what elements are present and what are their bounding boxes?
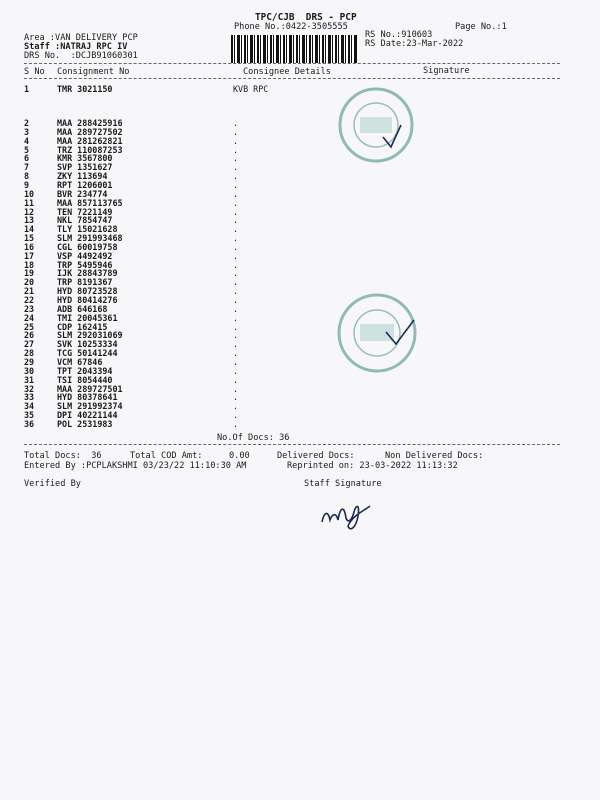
row-consignee-placeholder: . — [233, 250, 239, 261]
row-sno: 4 — [24, 135, 30, 146]
row-consignment-no: SLM 291993468 — [57, 233, 123, 244]
row-consignment-no: VCM 67846 — [57, 356, 103, 367]
row-consignee-placeholder: . — [233, 233, 239, 244]
row-consignee-placeholder: . — [233, 118, 239, 128]
row-consignment-no: NKL 7854747 — [57, 215, 113, 226]
staff-label: Staff :NATRAJ RPC IV — [24, 42, 128, 52]
row-sno: 27 — [24, 339, 35, 350]
row-sno: 32 — [24, 383, 35, 394]
row-consignment-no: HYD 80378641 — [57, 392, 118, 403]
entered-by: Entered By :PCPLAKSHMI 03/23/22 11:10:30 AM — [24, 461, 247, 471]
row-consignee-placeholder: . — [233, 374, 239, 385]
row-consignment-no: POL 2531983 — [57, 418, 113, 429]
row-consignment-no: TRP 5495946 — [57, 259, 113, 270]
page-number: Page No.:1 — [455, 22, 507, 32]
row-consignee-placeholder: . — [233, 206, 239, 217]
bank-stamp — [334, 290, 420, 376]
row-consignment-no: KMR 3567800 — [57, 153, 113, 164]
total-cod-label: Total COD Amt: — [130, 451, 203, 461]
delivered-docs: Delivered Docs: — [277, 451, 355, 461]
row-sno: 18 — [24, 259, 35, 270]
row-sno: 19 — [24, 268, 35, 279]
row-sno: 9 — [24, 179, 30, 190]
row-consignment-no: TPT 2043394 — [57, 365, 113, 376]
rs-date: RS Date:23-Mar-2022 — [365, 39, 464, 49]
row-sno: 21 — [24, 286, 35, 297]
row-consignment-no: ADB 646168 — [57, 303, 108, 314]
row-consignment-no: DPI 40221144 — [57, 410, 118, 421]
row-consignment-no: TMI 20045361 — [57, 312, 118, 323]
row-consignment-no: MAA 857113765 — [57, 197, 123, 208]
row-consignment-no: VSP 4492492 — [57, 250, 113, 261]
row-sno: 31 — [24, 374, 35, 385]
bank-stamp — [336, 85, 416, 165]
row-sno: 34 — [24, 401, 35, 412]
row-consignee-placeholder: . — [233, 365, 239, 376]
row-sno: 6 — [24, 153, 30, 164]
first-row-consignment: TMR 3021150 — [57, 84, 113, 94]
first-row-consignee: KVB RPC — [233, 84, 269, 94]
total-cod-value: 0.00 — [229, 451, 250, 461]
row-sno: 11 — [24, 197, 35, 208]
row-consignment-no: ZKY 113694 — [57, 171, 108, 182]
first-row-sno: 1 — [24, 84, 30, 94]
row-sno: 22 — [24, 295, 35, 305]
row-consignee-placeholder: . — [233, 259, 239, 270]
row-consignee-placeholder: . — [233, 197, 239, 208]
row-consignee-placeholder: . — [233, 153, 239, 164]
row-sno: 12 — [24, 206, 35, 217]
row-sno: 33 — [24, 392, 35, 403]
row-consignment-no: CGL 60019758 — [57, 241, 118, 252]
row-consignee-placeholder: . — [233, 410, 239, 421]
row-consignee-placeholder: . — [233, 224, 239, 235]
row-consignee-placeholder: . — [233, 303, 239, 314]
column-header-sno: S No — [24, 67, 45, 77]
row-sno: 15 — [24, 233, 35, 244]
row-consignee-placeholder: . — [233, 312, 239, 323]
row-consignee-placeholder: . — [233, 268, 239, 279]
column-header-consignment: Consignment No — [57, 67, 130, 77]
row-consignment-no: MAA 281262821 — [57, 135, 123, 146]
row-consignee-placeholder: . — [233, 348, 239, 359]
row-consignment-no: SLM 292031069 — [57, 330, 123, 341]
row-consignee-placeholder: . — [233, 135, 239, 146]
row-consignment-no: TEN 7221149 — [57, 206, 113, 217]
row-consignment-no: IJK 28843789 — [57, 268, 118, 279]
row-consignee-placeholder: . — [233, 330, 239, 341]
divider — [24, 444, 560, 445]
row-sno: 13 — [24, 215, 35, 226]
row-consignee-placeholder: . — [233, 286, 239, 297]
row-consignment-no: TLY 15021628 — [57, 224, 118, 235]
row-sno: 24 — [24, 312, 35, 323]
row-consignee-placeholder: . — [233, 401, 239, 412]
row-consignment-no: CDP 162415 — [57, 321, 108, 332]
row-consignee-placeholder: . — [233, 171, 239, 182]
row-consignment-no: RPT 1206001 — [57, 179, 113, 190]
row-consignee-placeholder: . — [233, 126, 239, 137]
column-header-consignee: Consignee Details — [243, 67, 331, 77]
area-label: Area :VAN DELIVERY PCP — [24, 33, 138, 43]
row-sno: 16 — [24, 241, 35, 252]
row-consignment-no: SVK 10253334 — [57, 339, 118, 350]
row-consignment-no: SVP 1351627 — [57, 162, 113, 173]
row-sno: 17 — [24, 250, 35, 261]
row-consignee-placeholder: . — [233, 188, 239, 199]
row-sno: 8 — [24, 171, 30, 182]
column-header-signature: Signature — [423, 66, 470, 76]
row-consignment-no: HYD 80414276 — [57, 295, 118, 305]
row-sno: 28 — [24, 348, 35, 359]
row-consignment-no: TRZ 110087253 — [57, 144, 123, 155]
row-sno: 5 — [24, 144, 30, 155]
row-consignee-placeholder: . — [233, 179, 239, 190]
non-delivered-docs: Non Delivered Docs: — [385, 451, 484, 461]
row-sno: 36 — [24, 418, 35, 429]
row-consignee-placeholder: . — [233, 418, 239, 429]
row-consignee-placeholder: . — [233, 241, 239, 252]
row-sno: 7 — [24, 162, 30, 173]
row-sno: 29 — [24, 356, 35, 367]
staff-signature — [318, 494, 378, 534]
no-of-docs: No.Of Docs: 36 — [217, 433, 290, 443]
row-consignment-no: MAA 288425916 — [57, 118, 123, 128]
row-consignment-no: MAA 289727501 — [57, 383, 123, 394]
row-consignee-placeholder: . — [233, 295, 239, 305]
row-consignment-no: HYD 80723528 — [57, 286, 118, 297]
drs-number: DRS No. :DCJB91060301 — [24, 51, 138, 61]
staff-signature-label: Staff Signature — [304, 479, 382, 489]
row-sno: 14 — [24, 224, 35, 235]
row-sno: 23 — [24, 303, 35, 314]
row-sno: 10 — [24, 188, 35, 199]
row-sno: 25 — [24, 321, 35, 332]
verified-by: Verified By — [24, 479, 81, 489]
row-consignee-placeholder: . — [233, 277, 239, 288]
row-consignee-placeholder: . — [233, 321, 239, 332]
reprinted-on: Reprinted on: 23-03-2022 11:13:32 — [287, 461, 458, 471]
row-sno: 35 — [24, 410, 35, 421]
row-sno: 2 — [24, 118, 30, 128]
list-item — [0, 419, 600, 430]
row-consignee-placeholder: . — [233, 215, 239, 226]
row-sno: 20 — [24, 277, 35, 288]
document-title: TPC/CJB DRS - PCP — [255, 12, 357, 23]
row-sno: 30 — [24, 365, 35, 376]
row-sno: 3 — [24, 126, 30, 137]
row-consignment-no: BVR 234774 — [57, 188, 108, 199]
row-consignee-placeholder: . — [233, 356, 239, 367]
row-consignment-no: TCG 50141244 — [57, 348, 118, 359]
row-consignee-placeholder: . — [233, 392, 239, 403]
row-consignee-placeholder: . — [233, 339, 239, 350]
row-consignee-placeholder: . — [233, 383, 239, 394]
row-consignee-placeholder: . — [233, 144, 239, 155]
row-consignee-placeholder: . — [233, 162, 239, 173]
phone-number: Phone No.:0422-3505555 — [234, 22, 348, 32]
rs-number: RS No.:910603 — [365, 30, 433, 40]
row-consignment-no: MAA 289727502 — [57, 126, 123, 137]
row-consignment-no: SLM 291992374 — [57, 401, 123, 412]
row-sno: 26 — [24, 330, 35, 341]
row-consignment-no: TSI 8054440 — [57, 374, 113, 385]
total-docs: Total Docs: 36 — [24, 451, 102, 461]
row-consignment-no: TRP 8191367 — [57, 277, 113, 288]
